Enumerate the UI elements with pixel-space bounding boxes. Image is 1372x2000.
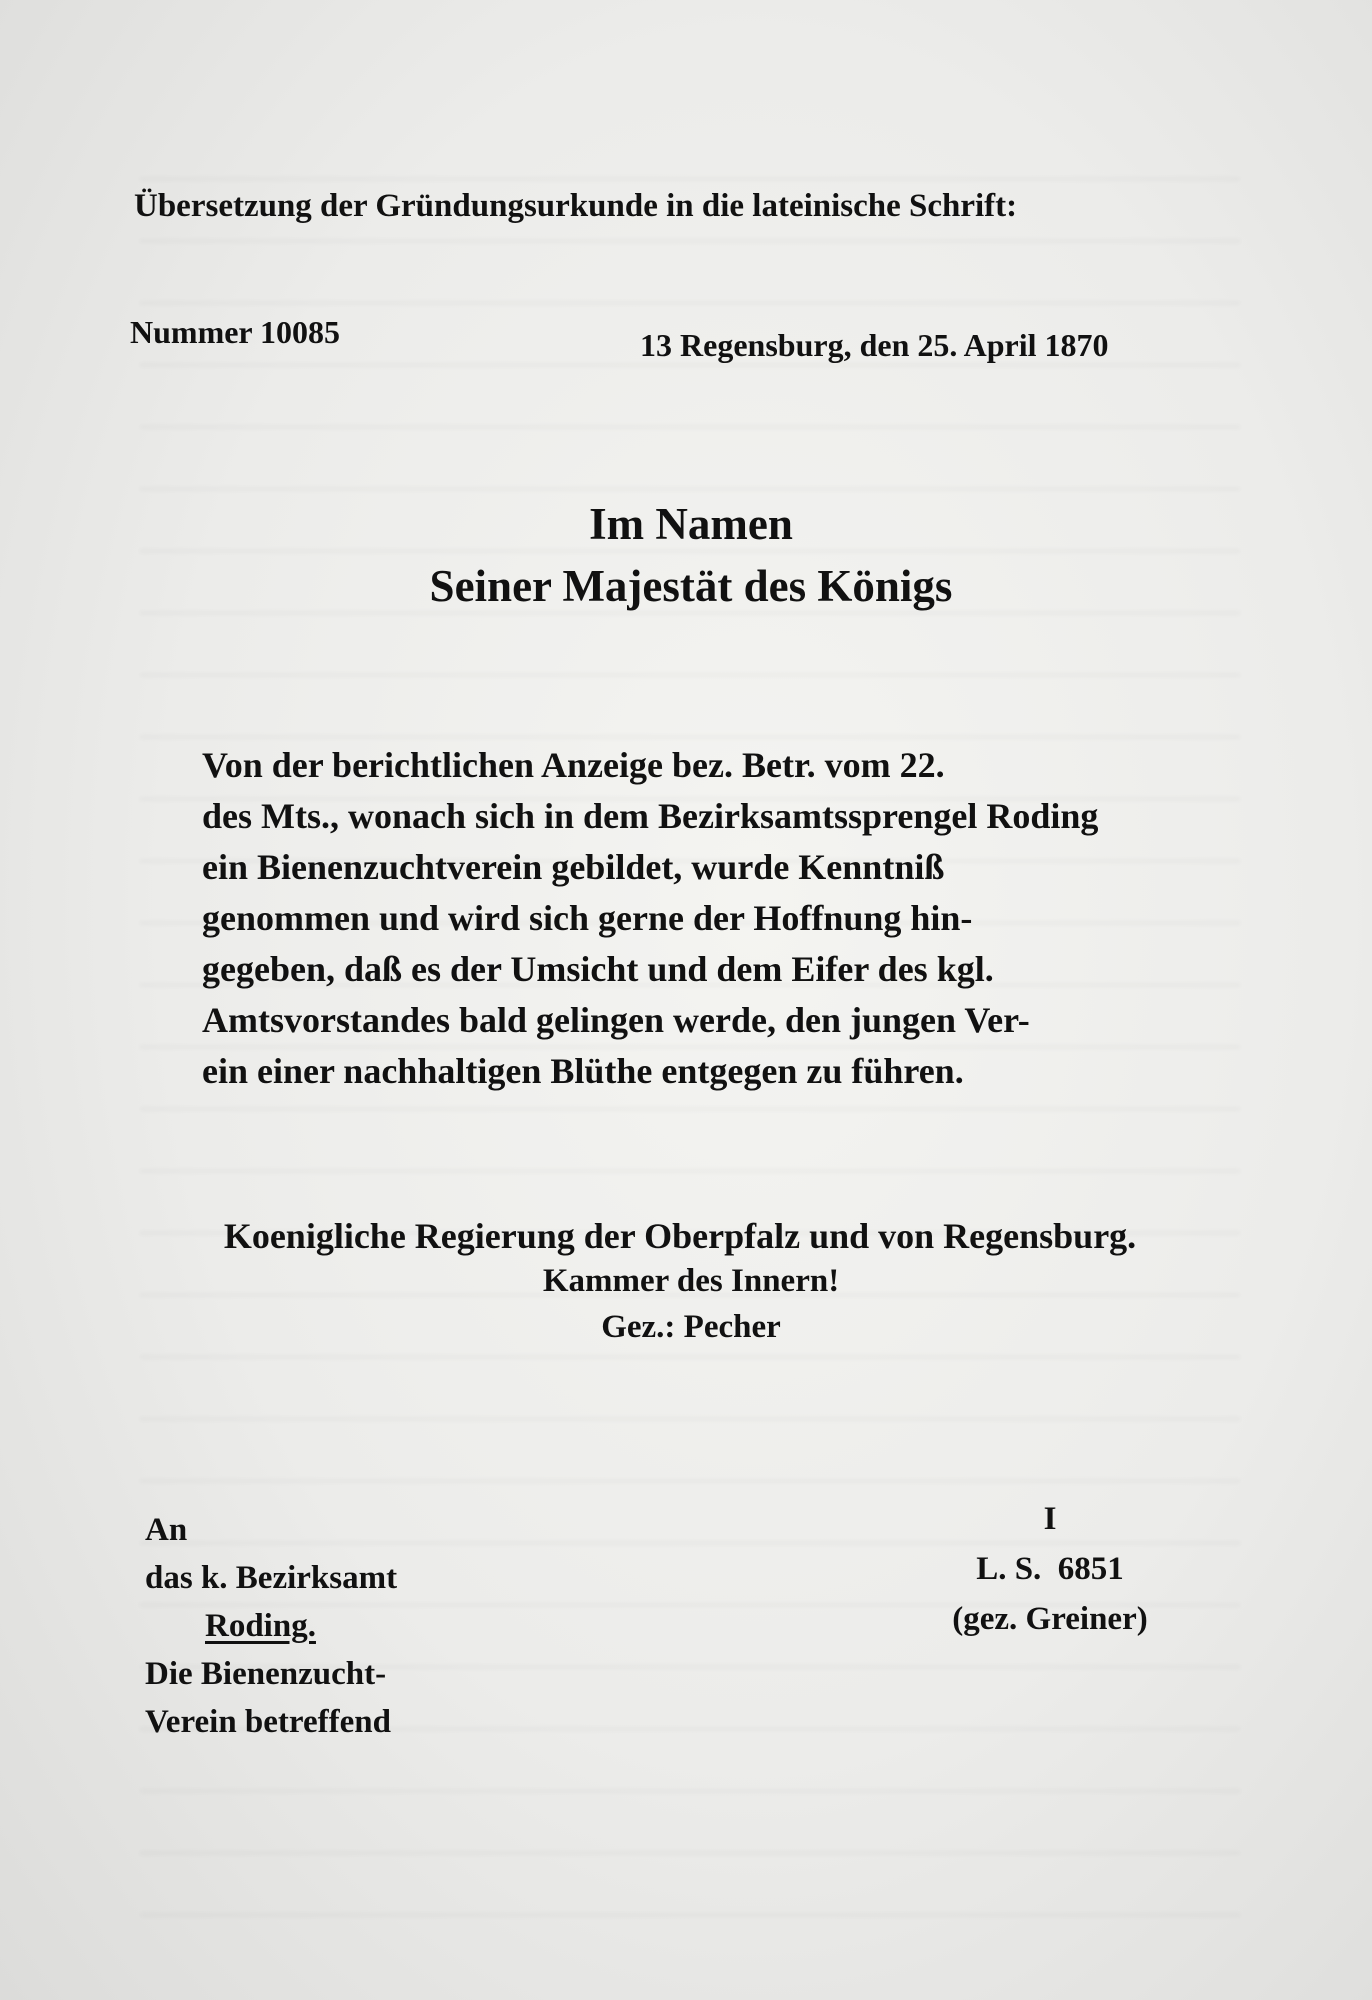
address-line: Die Bienenzucht- bbox=[145, 1656, 387, 1692]
seal-line-1: I bbox=[1043, 1501, 1057, 1537]
address-line: An bbox=[145, 1512, 188, 1548]
address-line: Verein betreffend bbox=[145, 1704, 391, 1740]
seal-block bbox=[920, 1494, 1180, 1644]
body-line: genommen und wird sich gerne der Hoffnung hin- bbox=[202, 898, 973, 938]
body-line: Amtsvorstandes bald gelingen werde, den jungen Ver- bbox=[202, 1000, 1030, 1040]
body-line: Von der berichtlichen Anzeige bez. Betr. vom 22. bbox=[202, 745, 945, 785]
address-line: das k. Bezirksamt bbox=[145, 1560, 398, 1596]
address-block bbox=[145, 1506, 397, 1746]
document-date: 13 Regensburg, den 25. April 1870 bbox=[640, 327, 1109, 363]
seal-line-3: (gez. Greiner) bbox=[952, 1601, 1148, 1637]
title-line-1: Im Namen bbox=[589, 499, 793, 549]
document-heading: Übersetzung der Gründungsurkunde in die lateinische Schrift: bbox=[134, 188, 1018, 224]
body-line: ein Bienenzuchtverein gebildet, wurde Kenntniß bbox=[202, 847, 945, 887]
seal-line-2: L. S. 6851 bbox=[976, 1551, 1124, 1587]
title-line-2: Seiner Majestät des Königs bbox=[429, 561, 953, 611]
body-paragraph bbox=[202, 740, 1252, 1097]
body-line: gegeben, daß es der Umsicht und dem Eifer des kgl. bbox=[202, 949, 994, 989]
authority-name: Koenigliche Regierung der Oberpfalz und von Regensburg. bbox=[223, 1216, 1137, 1256]
body-line: ein einer nachhaltigen Blüthe entgegen zu führen. bbox=[202, 1051, 964, 1091]
body-line: des Mts., wonach sich in dem Bezirksamtssprengel Roding bbox=[202, 796, 1099, 836]
authority-chamber: Kammer des Innern! bbox=[542, 1263, 840, 1299]
address-line-place: Roding. bbox=[205, 1608, 316, 1644]
authority-signature: Gez.: Pecher bbox=[601, 1309, 781, 1345]
document-number: Nummer 10085 bbox=[130, 314, 341, 350]
